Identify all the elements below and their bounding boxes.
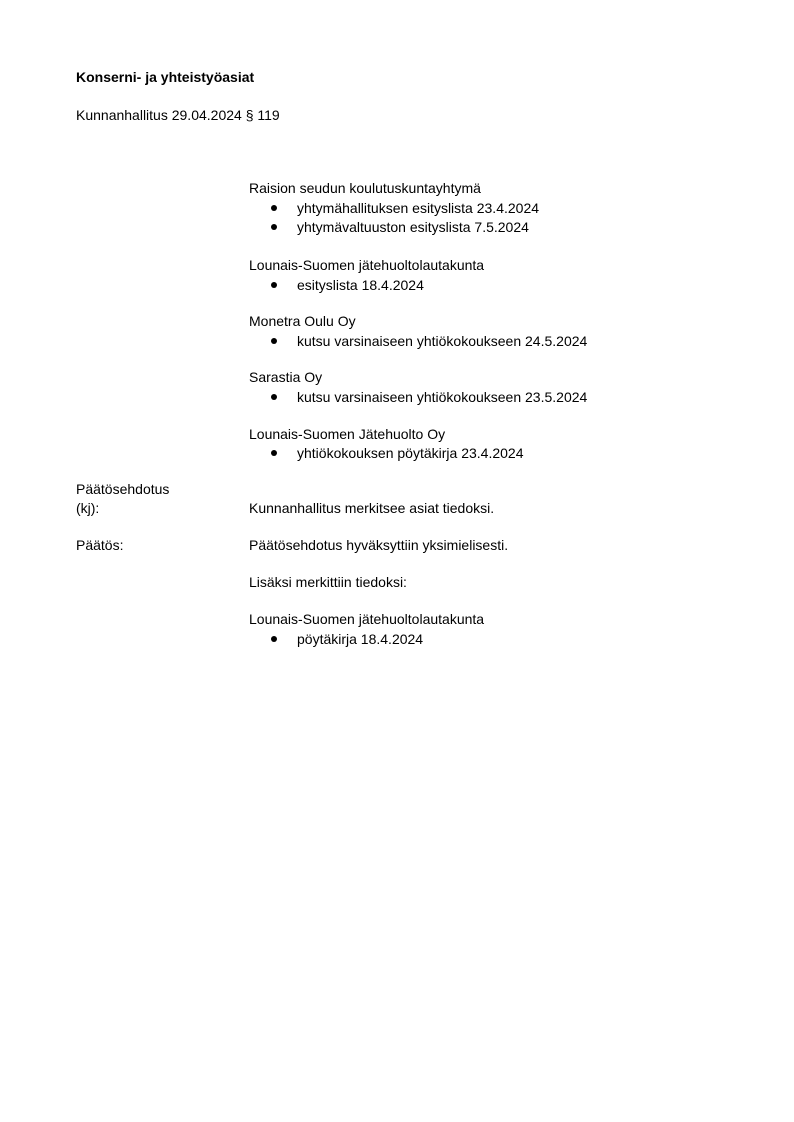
decision-text: Päätösehdotus hyväksyttiin yksimielisesti. xyxy=(249,537,509,553)
bullet-icon xyxy=(271,338,277,344)
list-item-text: esityslista 18.4.2024 xyxy=(297,277,424,293)
bullet-icon xyxy=(271,636,277,642)
list-item-text: yhtiökokouksen pöytäkirja 23.4.2024 xyxy=(297,445,524,461)
list-item-text: pöytäkirja 18.4.2024 xyxy=(297,631,424,647)
list-item-text: yhtymävaltuuston esityslista 7.5.2024 xyxy=(297,219,529,235)
bullet-icon xyxy=(271,394,277,400)
bullet-icon xyxy=(271,224,277,230)
list-item-text: kutsu varsinaiseen yhtiökokoukseen 23.5.2024 xyxy=(297,389,588,405)
additional-note: Lisäksi merkittiin tiedoksi: xyxy=(249,574,407,590)
org-name: Lounais-Suomen jätehuoltolautakunta xyxy=(249,257,485,273)
meeting-reference: Kunnanhallitus 29.04.2024 § 119 xyxy=(76,107,280,123)
org-name: Sarastia Oy xyxy=(249,369,323,385)
org-name: Lounais-Suomen Jätehuolto Oy xyxy=(249,426,446,442)
bullet-icon xyxy=(271,450,277,456)
proposal-label: Päätösehdotus xyxy=(76,481,170,497)
bullet-icon xyxy=(271,282,277,288)
bullet-icon xyxy=(271,205,277,211)
list-item-text: kutsu varsinaiseen yhtiökokoukseen 24.5.2024 xyxy=(297,333,588,349)
document-heading: Konserni- ja yhteistyöasiat xyxy=(76,69,255,85)
list-item-text: yhtymähallituksen esityslista 23.4.2024 xyxy=(297,200,540,216)
proposal-text: Kunnanhallitus merkitsee asiat tiedoksi. xyxy=(249,500,495,516)
decision-label: Päätös: xyxy=(76,537,124,553)
org-name: Monetra Oulu Oy xyxy=(249,313,356,329)
proposal-label-suffix: (kj): xyxy=(76,500,100,516)
org-name: Lounais-Suomen jätehuoltolautakunta xyxy=(249,611,485,627)
org-name: Raision seudun koulutuskuntayhtymä xyxy=(249,180,481,196)
